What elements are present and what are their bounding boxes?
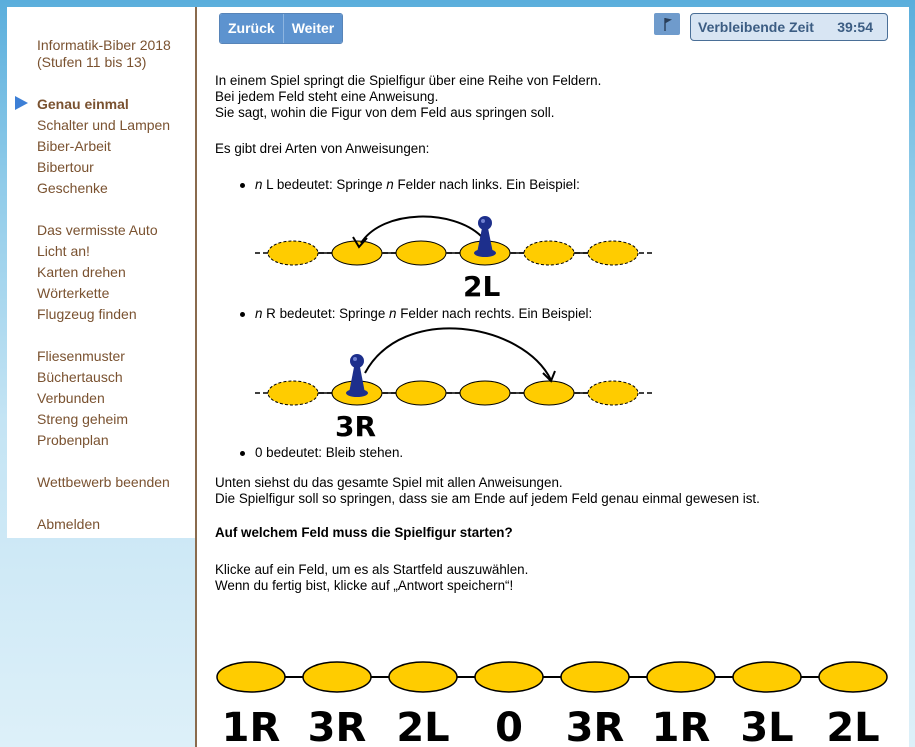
board-field[interactable]: [561, 662, 629, 747]
sidebar-item[interactable]: Das vermisste Auto: [37, 222, 158, 238]
flag-icon: [654, 13, 680, 35]
board-field-label: 2L: [826, 705, 880, 747]
example-field: [460, 381, 510, 405]
board-field[interactable]: [819, 662, 887, 747]
current-task-arrow-icon: [15, 96, 28, 110]
board-field[interactable]: [303, 662, 371, 747]
board-field-label: 1R: [221, 705, 281, 747]
pawn-icon: [474, 216, 496, 257]
board-field-ellipse[interactable]: [303, 662, 371, 692]
example-field: [268, 381, 318, 405]
board-field-ellipse[interactable]: [733, 662, 801, 692]
sidebar-item[interactable]: Karten drehen: [37, 264, 126, 280]
board-field-ellipse[interactable]: [475, 662, 543, 692]
flag-button[interactable]: [654, 13, 680, 35]
sidebar-item[interactable]: Probenplan: [37, 432, 109, 448]
next-button[interactable]: Weiter: [283, 14, 343, 43]
sidebar-item[interactable]: Fliesenmuster: [37, 348, 125, 364]
board-field-label: 0: [495, 705, 523, 747]
board-field[interactable]: [389, 662, 457, 747]
board-field-label: 3R: [307, 705, 367, 747]
board-field-ellipse[interactable]: [217, 662, 285, 692]
game-board: [211, 653, 891, 747]
intro-text: In einem Spiel springt die Spielfigur über eine Reihe von Feldern. Bei jedem Feld steht eine Anweisung. Sie sagt, wohin die Figur von dem Feld aus springen soll.: [215, 73, 602, 120]
board-field-ellipse[interactable]: [561, 662, 629, 692]
example-field: [588, 241, 638, 265]
timer-value: 39:54: [837, 19, 873, 35]
main-panel: Zurück Weiter Verbleibende Zeit 39:54 In einem Spiel springt die Spielfigur über eine Reihe von Feldern. Bei jedem Feld steht eine Anweisung. Sie sagt, wohin die Figur von dem Feld aus springen soll. Es gibt drei Arten von Anweisungen: n L bedeutet: Springe n Felder nach links. Ein Beispiel: 2L n R bedeutet: Springe n Felder nach rechts. Ein Beispiel: 3R 0 bedeutet: Bleib stehen. Unten siehst du das gesamte Spiel mit allen Anweisungen. Die Spielfigur soll so springen, dass sie am Ende auf jedem Feld genau einmal gewesen ist. Auf welchem Feld muss die Spielfigur starten? Klicke auf ein Feld, um es als Startfeld auszuwählen. Wenn du fertig bist, klicke auf „Antwort speichern“! 1R 3R 2L 0 3R 1R 3L 2L: [195, 7, 909, 747]
timer-label: Verbleibende Zeit: [698, 19, 814, 35]
example-right-diagram: [253, 323, 663, 443]
board-fields: [217, 662, 887, 747]
board-field-label: 1R: [651, 705, 711, 747]
board-field[interactable]: [647, 662, 715, 747]
sidebar-item[interactable]: Büchertausch: [37, 369, 123, 385]
sidebar-item[interactable]: Abmelden: [37, 516, 101, 532]
sidebar-item[interactable]: Streng geheim: [37, 411, 129, 427]
example-left-label: 2L: [463, 270, 501, 301]
contest-title: Informatik-Biber 2018 (Stufen 11 bis 13): [37, 37, 171, 70]
board-field[interactable]: [475, 662, 543, 747]
pawn-icon: [346, 354, 368, 397]
nav-buttons: [219, 13, 343, 44]
board-field[interactable]: [733, 662, 801, 747]
sidebar-item[interactable]: Wörterkette: [37, 285, 110, 301]
example-left-diagram: [253, 201, 663, 301]
jump-arrow: [365, 328, 551, 380]
types-heading: Es gibt drei Arten von Anweisungen:: [215, 141, 430, 156]
sidebar-item[interactable]: Biber-Arbeit: [37, 138, 111, 154]
game-text: Unten siehst du das gesamte Spiel mit allen Anweisungen. Die Spielfigur soll so springen, dass sie am Ende auf jedem Feld genau einmal gewesen ist.: [215, 475, 760, 506]
board-field-ellipse[interactable]: [819, 662, 887, 692]
sidebar-item[interactable]: Licht an!: [37, 243, 90, 259]
board-field-label: 3R: [565, 705, 625, 747]
example-field: [588, 381, 638, 405]
sidebar-item[interactable]: Verbunden: [37, 390, 105, 406]
instructions: Klicke auf ein Feld, um es als Startfeld auszuwählen. Wenn du fertig bist, klicke auf „Antwort speichern“!: [215, 562, 529, 593]
question: Auf welchem Feld muss die Spielfigur starten?: [215, 525, 513, 540]
remaining-time: [690, 13, 888, 41]
example-field: [524, 381, 574, 405]
example-field: [396, 381, 446, 405]
board-field-ellipse[interactable]: [647, 662, 715, 692]
example-field: [524, 241, 574, 265]
sidebar-item[interactable]: Schalter und Lampen: [37, 117, 171, 133]
board-field-label: 2L: [396, 705, 450, 747]
sidebar-item[interactable]: Flugzeug finden: [37, 306, 137, 322]
board-field-ellipse[interactable]: [389, 662, 457, 692]
example-right-label: 3R: [335, 410, 377, 443]
sidebar-item[interactable]: Genau einmal: [37, 96, 129, 112]
jump-arrow: [361, 217, 481, 243]
sidebar-item[interactable]: Bibertour: [37, 159, 94, 175]
example-field: [268, 241, 318, 265]
sidebar-item[interactable]: Geschenke: [37, 180, 108, 196]
sidebar-item[interactable]: Wettbewerb beenden: [37, 474, 170, 490]
sidebar: [7, 7, 195, 538]
board-field[interactable]: [217, 662, 285, 747]
board-field-label: 3L: [740, 705, 794, 747]
back-button[interactable]: Zurück: [220, 14, 283, 43]
example-field: [396, 241, 446, 265]
